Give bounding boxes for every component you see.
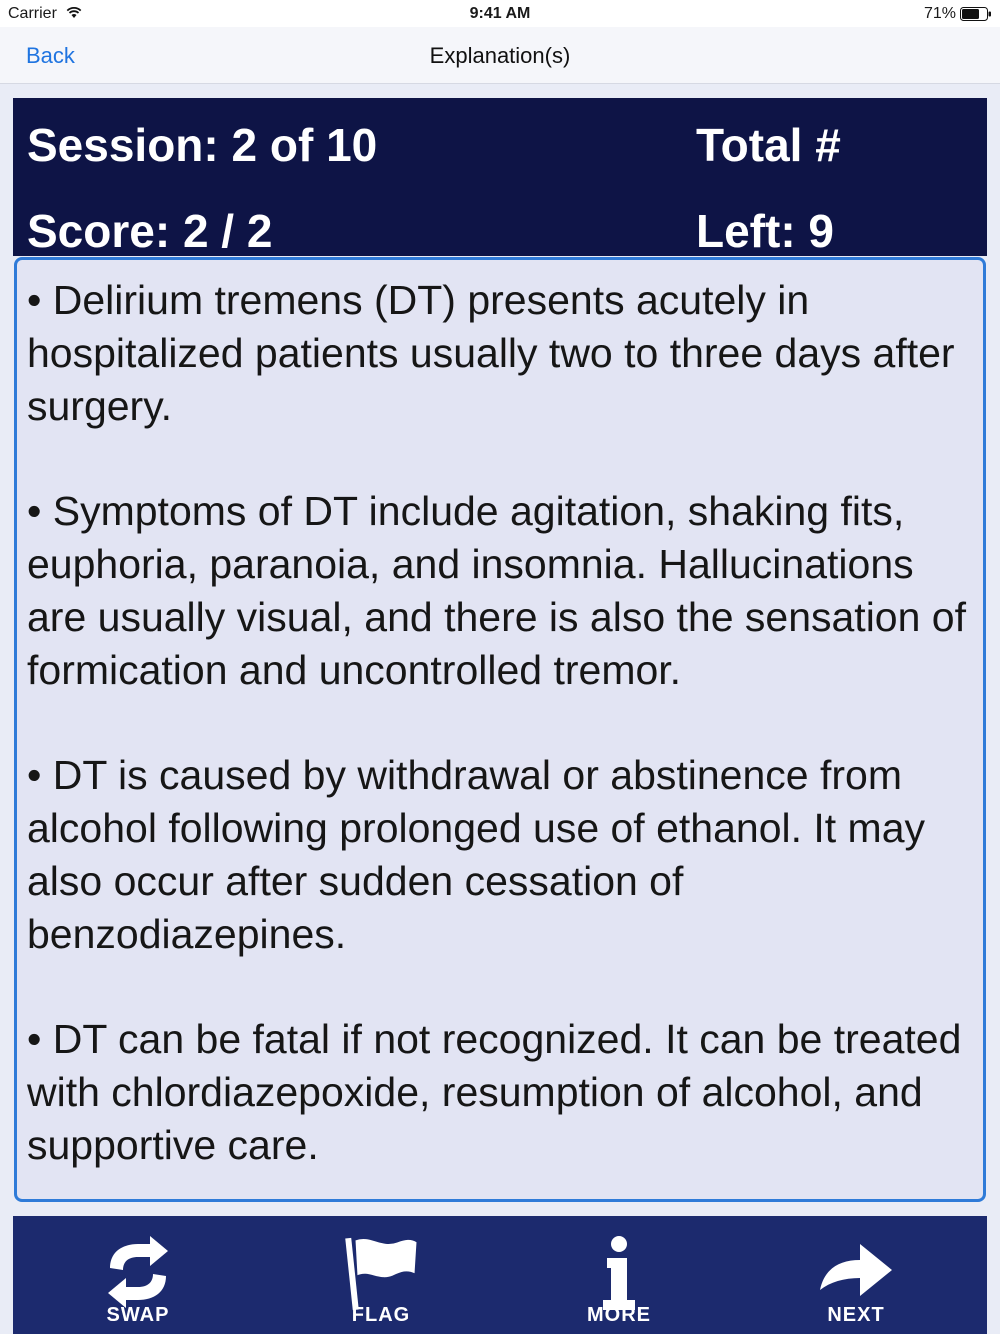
explanation-text [17, 260, 983, 1172]
next-label: NEXT [827, 1304, 885, 1326]
info-icon [579, 1234, 659, 1312]
page-title: Explanation(s) [429, 43, 571, 68]
explanation-paragraph: • Symptoms of DT include agitation, shaking fits, euphoria, paranoia, and insomnia. Hallucinations are usually visual, and there is also the sensation of formication and uncontrolled tremor. [27, 488, 966, 693]
explanation-paragraph: • DT can be fatal if not recognized. It can be treated with chlordiazepoxide, resumption of alcohol, and supportive care. [27, 1016, 962, 1168]
battery-percent: 71% [923, 5, 956, 22]
next-button[interactable] [776, 1216, 936, 1334]
explanation-paragraph: • DT is caused by withdrawal or abstinence from alcohol following prolonged use of ethanol. It may also occur after sudden cessation of benzodiazepines. [27, 752, 926, 957]
session-counter: Session: 2 of 10 [27, 119, 378, 171]
flag-icon [341, 1234, 421, 1312]
swap-label: SWAP [106, 1304, 170, 1326]
swap-button[interactable] [58, 1216, 218, 1334]
navigation-bar [0, 27, 1000, 84]
explanation-paragraph: • Delirium tremens (DT) presents acutely in hospitalized patients usually two to three days after surgery. [27, 277, 955, 429]
swap-arrows-icon [98, 1234, 178, 1312]
back-button[interactable]: Back [26, 43, 75, 68]
status-bar [0, 0, 1000, 27]
explanation-panel[interactable] [14, 257, 986, 1202]
battery-icon [960, 7, 992, 21]
forward-arrow-icon [816, 1234, 896, 1312]
session-header [13, 98, 987, 256]
clock: 9:41 AM [469, 5, 531, 22]
carrier-label: Carrier [8, 5, 57, 22]
bottom-toolbar [13, 1216, 987, 1334]
more-label: MORE [587, 1304, 651, 1326]
score-label: Score: 2 / 2 [27, 205, 273, 257]
flag-label: FLAG [351, 1304, 411, 1326]
total-label: Total # [696, 119, 841, 171]
questions-left-label: Left: 9 [696, 205, 834, 257]
flag-button[interactable] [301, 1216, 461, 1334]
more-button[interactable] [539, 1216, 699, 1334]
